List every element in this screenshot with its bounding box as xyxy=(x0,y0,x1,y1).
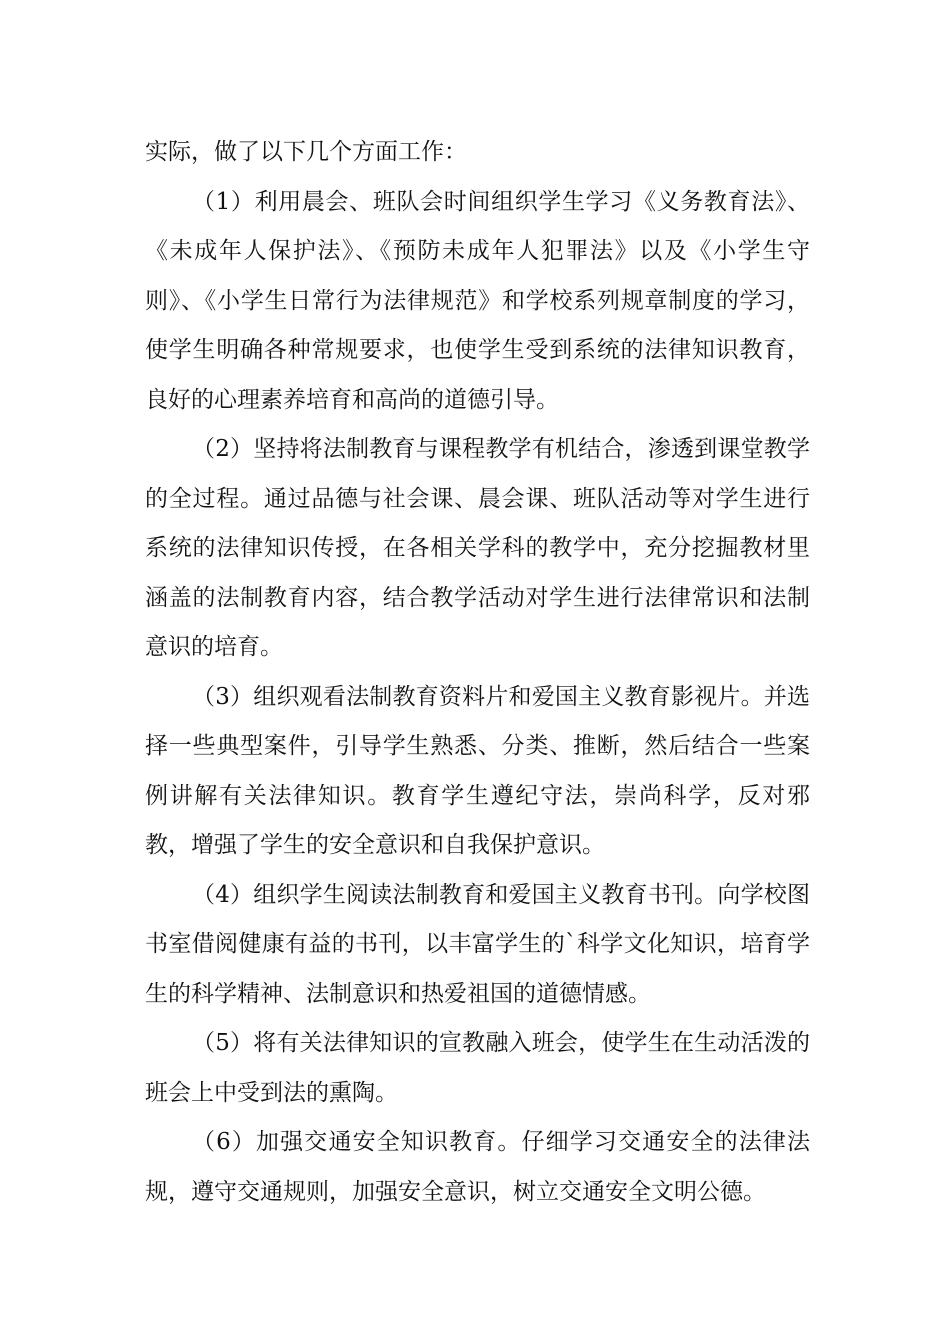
paragraph-item-1: （1）利用晨会、班队会时间组织学生学习《义务教育法》、《未成年人保护法》、《预防未成年人犯罪法》以及《小学生守则》、《小学生日常行为法律规范》和学校系列规章制度的学习，使学生明确各种常规要求，也使学生受到系统的法律知识教育，良好的心理素养培育和高尚的道德引导。 xyxy=(145,188,810,413)
paragraph-item-2: （2）坚持将法制教育与课程教学有机结合，渗透到课堂教学的全过程。通过品德与社会课、晨会课、班队活动等对学生进行系统的法律知识传授，在各相关学科的教学中，充分挖掘教材里涵盖的法制教育内容，结合教学活动对学生进行法律常识和法制意识的培育。 xyxy=(145,436,810,660)
paragraph-item-3: （3）组织观看法制教育资料片和爱国主义教育影视片。并选择一些典型案件，引导学生熟悉、分类、推断，然后结合一些案例讲解有关法律知识。教育学生遵纪守法，崇尚科学，反对邪教，增强了学生的安全意识和自我保护意识。 xyxy=(145,683,810,858)
document-body xyxy=(145,128,810,1217)
paragraph-item-6: （6）加强交通安全知识教育。仔细学习交通安全的法律法规，遵守交通规则，加强安全意识，树立交通安全文明公德。 xyxy=(145,1129,810,1205)
paragraph-intro: 实际，做了以下几个方面工作： xyxy=(145,139,467,165)
paragraph-item-5: （5）将有关法律知识的宣教融入班会，使学生在生动活泼的班会上中受到法的熏陶。 xyxy=(145,1030,810,1106)
paragraph-item-4: （4）组织学生阅读法制教育和爱国主义教育书刊。向学校图书室借阅健康有益的书刊，以丰富学生的`科学文化知识，培育学生的科学精神、法制意识和热爱祖国的道德情感。 xyxy=(145,881,810,1007)
